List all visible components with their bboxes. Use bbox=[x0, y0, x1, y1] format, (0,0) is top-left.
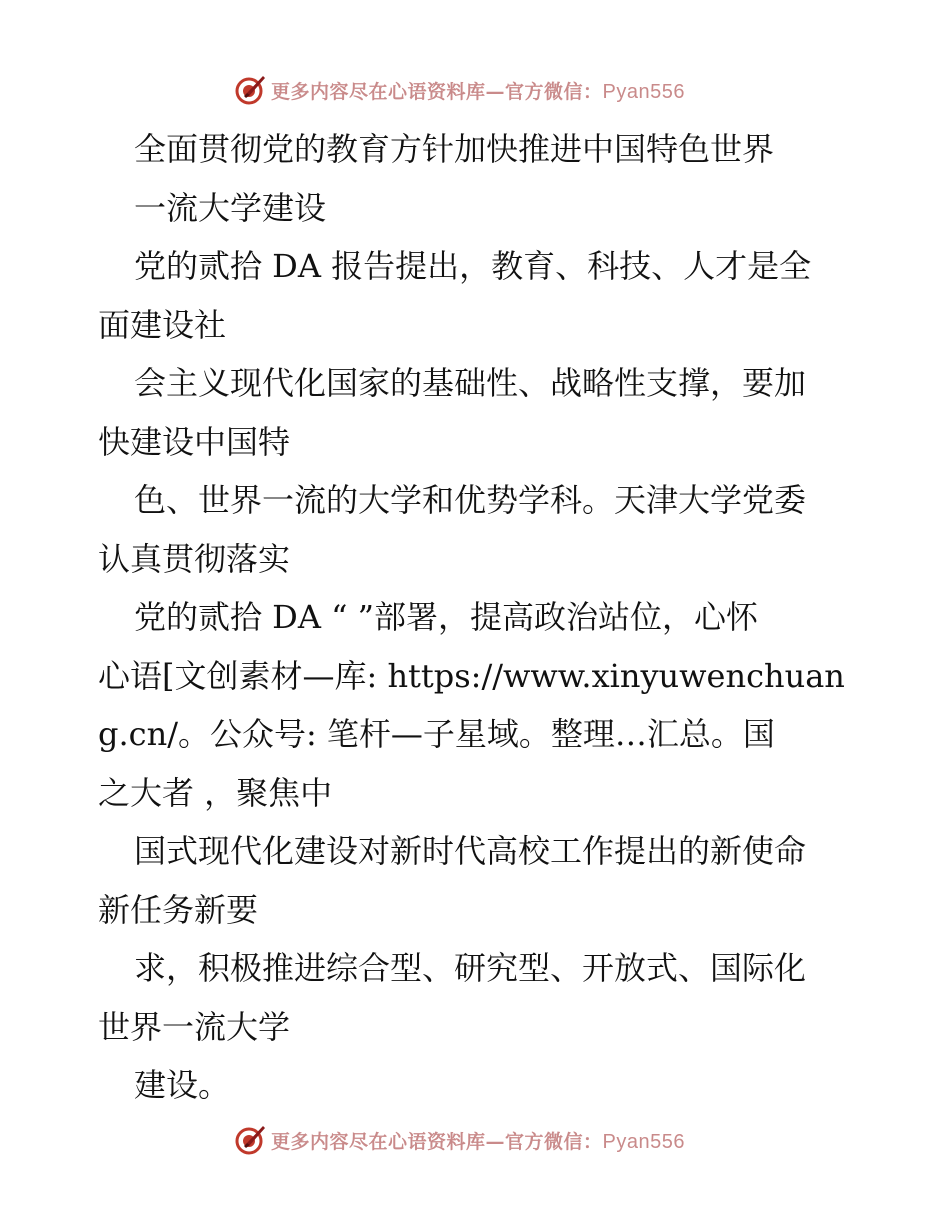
document-line: 一流大学建设 bbox=[134, 188, 327, 227]
footer-watermark bbox=[233, 1123, 685, 1157]
document-line: 新任务新要 bbox=[98, 890, 259, 929]
document-line: 快建设中国特 bbox=[98, 422, 291, 461]
document-line: g.cn/。公众号: 笔杆—子星域。整理…汇总。国 bbox=[98, 715, 775, 753]
document-line: 党的贰拾 DA “ ”部署，提高政治站位，心怀 bbox=[134, 598, 759, 636]
quill-pen-logo-icon bbox=[233, 1123, 267, 1157]
watermark-text: 更多内容尽在心语资料库—官方微信：Pyan556 bbox=[271, 1130, 685, 1153]
document-line: 党的贰拾 DA 报告提出，教育、科技、人才是全 bbox=[134, 247, 812, 285]
document-line: 国式现代化建设对新时代高校工作提出的新使命 bbox=[134, 832, 807, 870]
document-line: 面建设社 bbox=[98, 305, 227, 344]
document-line: 认真贯彻落实 bbox=[98, 539, 291, 578]
document-line: 全面贯彻党的教育方针加快推进中国特色世界 bbox=[134, 130, 775, 168]
document-line: 之大者 ，聚焦中 bbox=[98, 773, 333, 812]
watermark-text: 更多内容尽在心语资料库—官方微信：Pyan556 bbox=[271, 80, 685, 103]
document-line: 建设。 bbox=[134, 1066, 231, 1104]
header-watermark bbox=[233, 73, 685, 107]
document-line: 心语[文创素材—库: https://www.xinyuwenchuan bbox=[98, 656, 845, 695]
document-line: 世界一流大学 bbox=[98, 1007, 291, 1046]
document-line: 色、世界一流的大学和优势学科。天津大学党委 bbox=[134, 481, 807, 519]
document-body bbox=[98, 120, 858, 1115]
document-line: 求，积极推进综合型、研究型、开放式、国际化 bbox=[134, 949, 807, 987]
document-line: 会主义现代化国家的基础性、战略性支撑，要加 bbox=[134, 364, 807, 402]
quill-pen-logo-icon bbox=[233, 73, 267, 107]
